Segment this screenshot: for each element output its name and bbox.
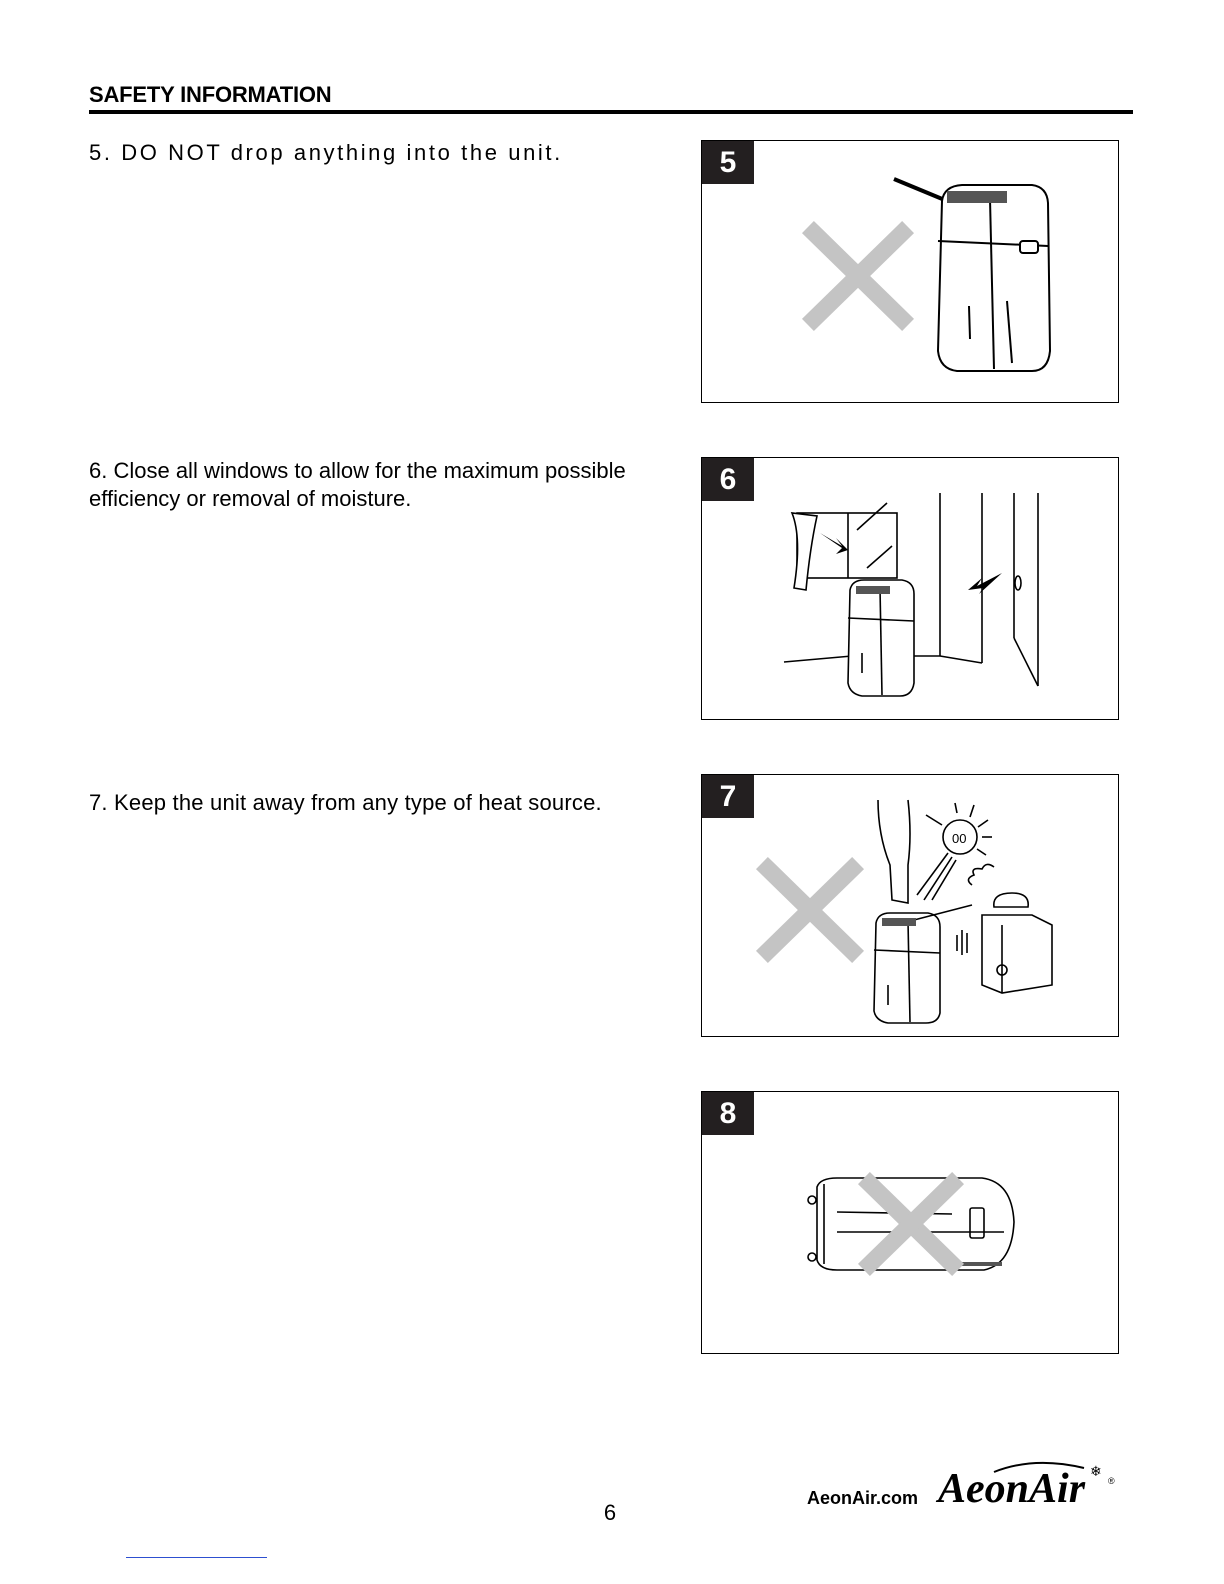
illustration-panel-8 (701, 1091, 1119, 1354)
illustration-panel-6 (701, 457, 1119, 720)
step-badge-5: 5 (702, 141, 754, 184)
illustration-panel-5 (701, 140, 1119, 403)
no-objects-in-unit-illustration (702, 141, 1120, 404)
website-link[interactable]: AeonAir.com (807, 1488, 919, 1508)
safety-item-6-text: 6. Close all windows to allow for the maximum possible efficiency or removal of moisture. (89, 458, 626, 511)
svg-text:❄: ❄ (1090, 1464, 1102, 1480)
step-badge-7: 7 (702, 775, 754, 818)
bottom-link-underline (126, 1557, 267, 1558)
page-number: 6 (603, 1500, 617, 1525)
safety-item-7-text: 7. Keep the unit away from any type of heat source. (89, 790, 602, 815)
step-badge-8: 8 (702, 1092, 754, 1135)
svg-text:®: ® (1108, 1476, 1115, 1486)
step-badge-6: 6 (702, 458, 754, 501)
do-not-lay-unit-on-side-illustration (702, 1092, 1120, 1355)
illustration-panel-7 (701, 774, 1119, 1037)
header-rule (89, 110, 1133, 114)
section-title: SAFETY INFORMATION (89, 82, 332, 107)
logo-wordmark: AeonAir (938, 1466, 1086, 1510)
close-windows-illustration (702, 458, 1120, 721)
safety-item-5-text: 5. DO NOT drop anything into the unit. (89, 140, 563, 165)
svg-text:00: 00 (952, 831, 967, 846)
keep-away-from-heat-illustration (702, 775, 1120, 1038)
aeonair-logo (934, 1458, 1124, 1515)
